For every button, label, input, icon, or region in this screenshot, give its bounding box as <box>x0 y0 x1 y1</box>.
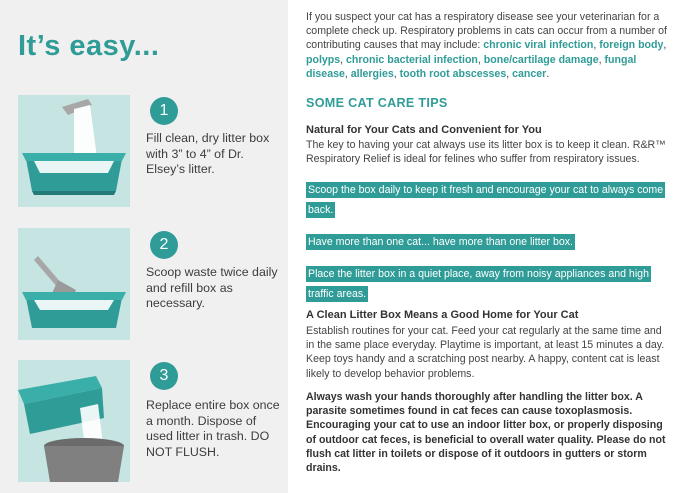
tip-highlight-1 <box>306 180 668 220</box>
step-2-number: 2 <box>150 231 178 259</box>
cause-item: tooth root abscesses <box>399 67 507 80</box>
tip-highlight-2-text: Have more than one cat... have more than one litter box. <box>308 236 573 248</box>
cause-item: allergies <box>350 67 394 80</box>
page-title: It’s easy... <box>18 30 160 62</box>
subhead-natural: Natural for Your Cats and Convenient for You <box>306 124 542 136</box>
tip-highlight-1-text: Scoop the box daily to keep it fresh and encourage your cat to always come back. <box>308 184 664 216</box>
tip-highlight-3-text: Place the litter box in a quiet place, away from noisy appliances and high traffic areas. <box>308 268 649 300</box>
step-2-illustration <box>18 228 130 340</box>
step-3-illustration <box>18 360 130 482</box>
cause-item: chronic bacterial infection <box>346 53 478 66</box>
cause-item: polyps <box>306 53 341 66</box>
paragraph-clean-box: Establish routines for your cat. Feed your cat regularly at the same time and in the same place everyday. Playtime is important, at least 15 minutes a day. Keep toys handy and a scratching post nearby. A happy, content cat is least likely to develop behavior problems. <box>306 325 665 380</box>
step-1-illustration <box>18 95 130 207</box>
trash-can-dispose-icon <box>8 360 128 482</box>
step-1-text: Fill clean, dry litter box with 3” to 4” of Dr. Elsey’s litter. <box>146 131 270 176</box>
intro-paragraph: If you suspect your cat has a respiratory disease see your veterinarian for a complete check up. Respiratory problems in cats can occur from a number of contributing causes that may include: chronic viral infection, foreign body, polyps, chronic bacterial infection, bone/cartilage damage, fungal disease, allergies, tooth root abscesses, cancer. <box>306 11 667 80</box>
litter-box-fill-icon <box>18 95 130 207</box>
cause-item: fungal disease <box>306 53 637 80</box>
litter-scoop-icon <box>18 228 130 340</box>
step-3-number: 3 <box>150 362 178 390</box>
cause-item: chronic viral infection <box>483 39 594 52</box>
tip-highlight-2 <box>306 232 668 252</box>
step-3-text: Replace entire box once a month. Dispose of used litter in trash. DO NOT FLUSH. <box>146 398 280 459</box>
subhead-clean-box: A Clean Litter Box Means a Good Home for Your Cat <box>306 309 579 321</box>
paragraph-natural: The key to having your cat always use its litter box is to keep it clean. R&R™ Respiratory Relief is ideal for felines who suffer from respiratory issues. <box>306 139 666 166</box>
cause-item: cancer <box>512 67 547 80</box>
tip-highlight-3 <box>306 264 668 304</box>
intro-text: If you suspect your cat has a respiratory disease see your veterinarian for a complete check up. Respiratory problems in cats can occur from a number of contributing causes that may include: <box>306 11 667 52</box>
tips-title: SOME CAT CARE TIPS <box>306 96 448 110</box>
cause-item: foreign body <box>599 39 664 52</box>
cause-item: bone/cartilage damage <box>483 53 599 66</box>
left-panel <box>0 0 288 493</box>
warning-paragraph: Always wash your hands thoroughly after handling the litter box. A parasite sometimes found in cat feces can cause toxoplasmosis. Encouraging your cat to use an indoor litter box, or properly disposing of outdoor cat feces, is beneficial to overall water quality. Please do not flush cat litter in toilets or dispose of it outdoors in gutters or storm drains. <box>306 391 666 475</box>
step-2-text: Scoop waste twice daily and refill box as necessary. <box>146 265 278 310</box>
step-1-number: 1 <box>150 97 178 125</box>
